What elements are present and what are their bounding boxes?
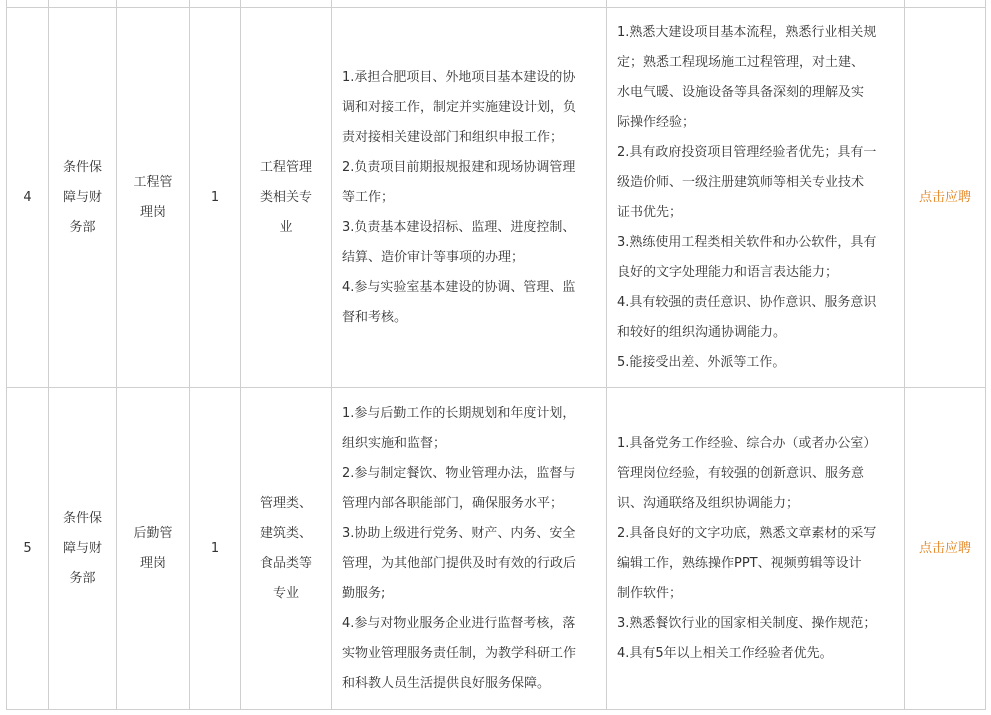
post-line: 理岗 — [139, 555, 166, 571]
post-line: 理岗 — [139, 204, 166, 220]
row-number: 4 — [7, 8, 49, 388]
duty-line: 实物业管理服务责任制，为教学科研工作 — [342, 645, 577, 661]
major-line: 专业 — [272, 585, 299, 601]
duty-line: 调和对接工作，制定并实施建设计划，负 — [342, 99, 577, 115]
duty-line: 管理，为其他部门提供及时有效的行政后 — [342, 555, 577, 571]
duty-line: 勤服务; — [342, 585, 386, 601]
department-line: 条件保 — [62, 159, 102, 175]
duty-line: 责对接相关建设部门和组织申报工作； — [342, 129, 564, 145]
requirement-line: 4.具有较强的责任意识、协作意识、服务意识 — [617, 294, 877, 310]
apply-link[interactable]: 点击应聘 — [918, 540, 971, 556]
duty-line: 结算、造价审计等事项的办理； — [342, 249, 525, 265]
requirements-cell — [607, 8, 905, 388]
apply-cell — [905, 8, 986, 388]
duty-line: 1.承担合肥项目、外地项目基本建设的协 — [342, 69, 576, 85]
duty-line: 3.协助上级进行党务、财产、内务、安全 — [342, 525, 576, 541]
major-line: 食品类等 — [259, 555, 312, 571]
department-cell — [49, 8, 117, 388]
post-cell — [117, 388, 190, 710]
post-cell — [117, 8, 190, 388]
requirement-line: 良好的文字处理能力和语言表达能力； — [617, 264, 839, 280]
department-cell — [49, 388, 117, 710]
apply-link[interactable]: 点击应聘 — [918, 189, 971, 205]
requirement-line: 定；熟悉工程现场施工过程管理，对土建、 — [617, 54, 865, 70]
duties-cell — [332, 388, 607, 710]
requirement-line: 和较好的组织沟通协调能力。 — [617, 324, 787, 340]
post-line: 工程管 — [133, 174, 173, 190]
requirement-line: 2.具有政府投资项目管理经验者优先；具有一 — [617, 144, 877, 160]
requirement-line: 5.能接受出差、外派等工作。 — [617, 354, 786, 370]
requirement-line: 识、沟通联络及组织协调能力； — [617, 495, 800, 511]
requirement-line: 证书优先； — [617, 204, 683, 220]
job-table — [6, 0, 986, 710]
major-cell — [241, 388, 332, 710]
requirement-line: 2.具备良好的文字功底，熟悉文章素材的采写 — [617, 525, 877, 541]
department-line: 障与财 — [62, 189, 102, 205]
post-line: 后勤管 — [133, 525, 173, 541]
requirement-line: 编辑工作，熟练操作PPT、视频剪辑等设计 — [617, 555, 862, 571]
headcount-cell: 1 — [190, 8, 241, 388]
duty-line: 2.负责项目前期报规报建和现场协调管理 — [342, 159, 576, 175]
duty-line: 和科教人员生活提供良好服务保障。 — [342, 675, 551, 691]
requirement-line: 际操作经验； — [617, 114, 696, 130]
table-row — [7, 388, 986, 710]
requirement-line: 1.具备党务工作经验、综合办（或者办公室） — [617, 435, 877, 451]
department-line: 务部 — [69, 570, 96, 586]
duty-line: 1.参与后勤工作的长期规划和年度计划， — [342, 405, 576, 421]
requirements-cell — [607, 388, 905, 710]
requirement-line: 水电气暖、设施设备等具备深刻的理解及实 — [617, 84, 865, 100]
major-line: 建筑类、 — [259, 525, 312, 541]
requirement-line: 3.熟悉餐饮行业的国家相关制度、操作规范； — [617, 615, 877, 631]
duty-line: 3.负责基本建设招标、监理、进度控制、 — [342, 219, 576, 235]
requirement-line: 1.熟悉大建设项目基本流程，熟悉行业相关规 — [617, 24, 877, 40]
department-line: 务部 — [69, 219, 96, 235]
row-number: 5 — [7, 388, 49, 710]
major-line: 业 — [279, 219, 293, 235]
requirement-line: 级造价师、一级注册建筑师等相关专业技术 — [617, 174, 865, 190]
major-line: 工程管理 — [259, 159, 312, 175]
duty-line: 2.参与制定餐饮、物业管理办法，监督与 — [342, 465, 576, 481]
table-row — [7, 8, 986, 388]
duties-cell — [332, 8, 607, 388]
requirement-line: 制作软件； — [617, 585, 683, 601]
duty-line: 组织实施和监督； — [342, 435, 447, 451]
duty-line: 等工作； — [342, 189, 395, 205]
table-row — [7, 0, 986, 8]
duty-line: 4.参与实验室基本建设的协调、管理、监 — [342, 279, 576, 295]
duty-line: 管理内部各职能部门，确保服务水平； — [342, 495, 564, 511]
major-line: 管理类、 — [259, 495, 312, 511]
major-line: 类相关专 — [259, 189, 312, 205]
requirement-line: 4.具有5年以上相关工作经验者优先。 — [617, 645, 833, 661]
duty-line: 4.参与对物业服务企业进行监督考核，落 — [342, 615, 576, 631]
requirement-line: 3.熟练使用工程类相关软件和办公软件，具有 — [617, 234, 877, 250]
headcount-cell: 1 — [190, 388, 241, 710]
apply-cell — [905, 388, 986, 710]
requirement-line: 管理岗位经验，有较强的创新意识、服务意 — [617, 465, 865, 481]
department-line: 条件保 — [62, 510, 102, 526]
department-line: 障与财 — [62, 540, 102, 556]
duty-line: 督和考核。 — [342, 309, 408, 325]
major-cell — [241, 8, 332, 388]
